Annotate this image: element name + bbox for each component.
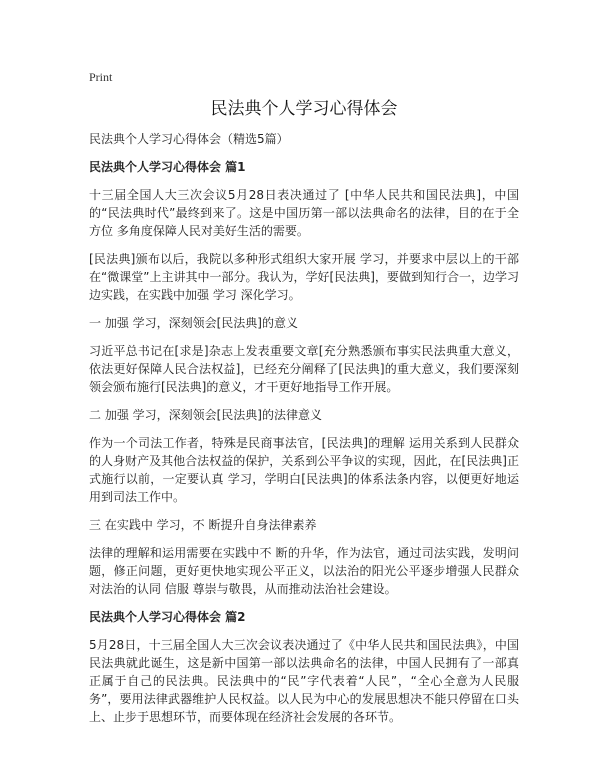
article-subtitle: 民法典个人学习心得体会（精选5篇） [89, 132, 289, 146]
print-link[interactable]: Print [89, 70, 113, 84]
paragraph: 十三届全国人大三次会议5月28日表决通过了 [中华人民共和国民法典]，中国的“民法典时代”最终到来了。这是中国历第一部以法典命名的法律，目的在于全方位 多角度保障人民对美好生活的需要。 [89, 188, 519, 238]
paragraph: 作为一个司法工作者，特殊是民商事法官，[民法典]的理解 运用关系到人民群众的人身财产及其他合法权益的保护，关系到公平争议的实现，因此，在[民法典]正式施行以前，一定要认真 学习，学明白[民法典]的体系法条内容，以便更好地运用到司法工作中。 [89, 436, 519, 504]
article-body [89, 130, 519, 736]
paragraph: 法律的理解和运用需要在实践中不 断的升华，作为法官，通过司法实践，发明问题，修正问题，更好更快地实现公平正义，以法治的阳光公平逐步增强人民群众对法治的认同 信服 尊崇与敬畏，从而推动法治社会建设。 [89, 546, 519, 596]
subheading-paragraph: 三 在实践中 学习，不 断提升自身法律素养 [89, 518, 317, 532]
section-heading: 民法典个人学习心得体会 篇1 [89, 160, 246, 174]
subheading-paragraph: 二 加强 学习，深刻领会[民法典]的法律意义 [89, 408, 322, 422]
paragraph: 习近平总书记在[求是]杂志上发表重要文章[充分熟悉颁布事实民法典重大意义，依法更好保障人民合法权益]，已经充分阐释了[民法典]的重大意义，我们要深刻领会颁布施行[民法典]的意义，才干更好地指导工作开展。 [89, 344, 519, 394]
page-title: 民法典个人学习心得体会 [210, 99, 398, 119]
paragraph: [民法典]颁布以后，我院以多种形式组织大家开展 学习，并要求中层以上的干部在“微课堂”上主讲其中一部分。我认为，学好[民法典]，要做到知行合一，边学习边实践，在实践中加强 学习 深化学习。 [89, 252, 519, 302]
section-heading: 民法典个人学习心得体会 篇2 [89, 610, 246, 624]
subheading-paragraph: 一 加强 学习，深刻领会[民法典]的意义 [89, 316, 298, 330]
paragraph: 5月28日，十三届全国人大三次会议表决通过了《中华人民共和国民法典》，中国民法典就此诞生，这是新中国第一部以法典命名的法律，中国人民拥有了一部真正属于自己的民法典。民法典中的“民”字代表着“人民”，“全心全意为人民服务”，要用法律武器维护人民权益。以人民为中心的发展思想决不能只停留在口头上、止步于思想环节，而要体现在经济社会发展的各环节。 [89, 638, 519, 724]
